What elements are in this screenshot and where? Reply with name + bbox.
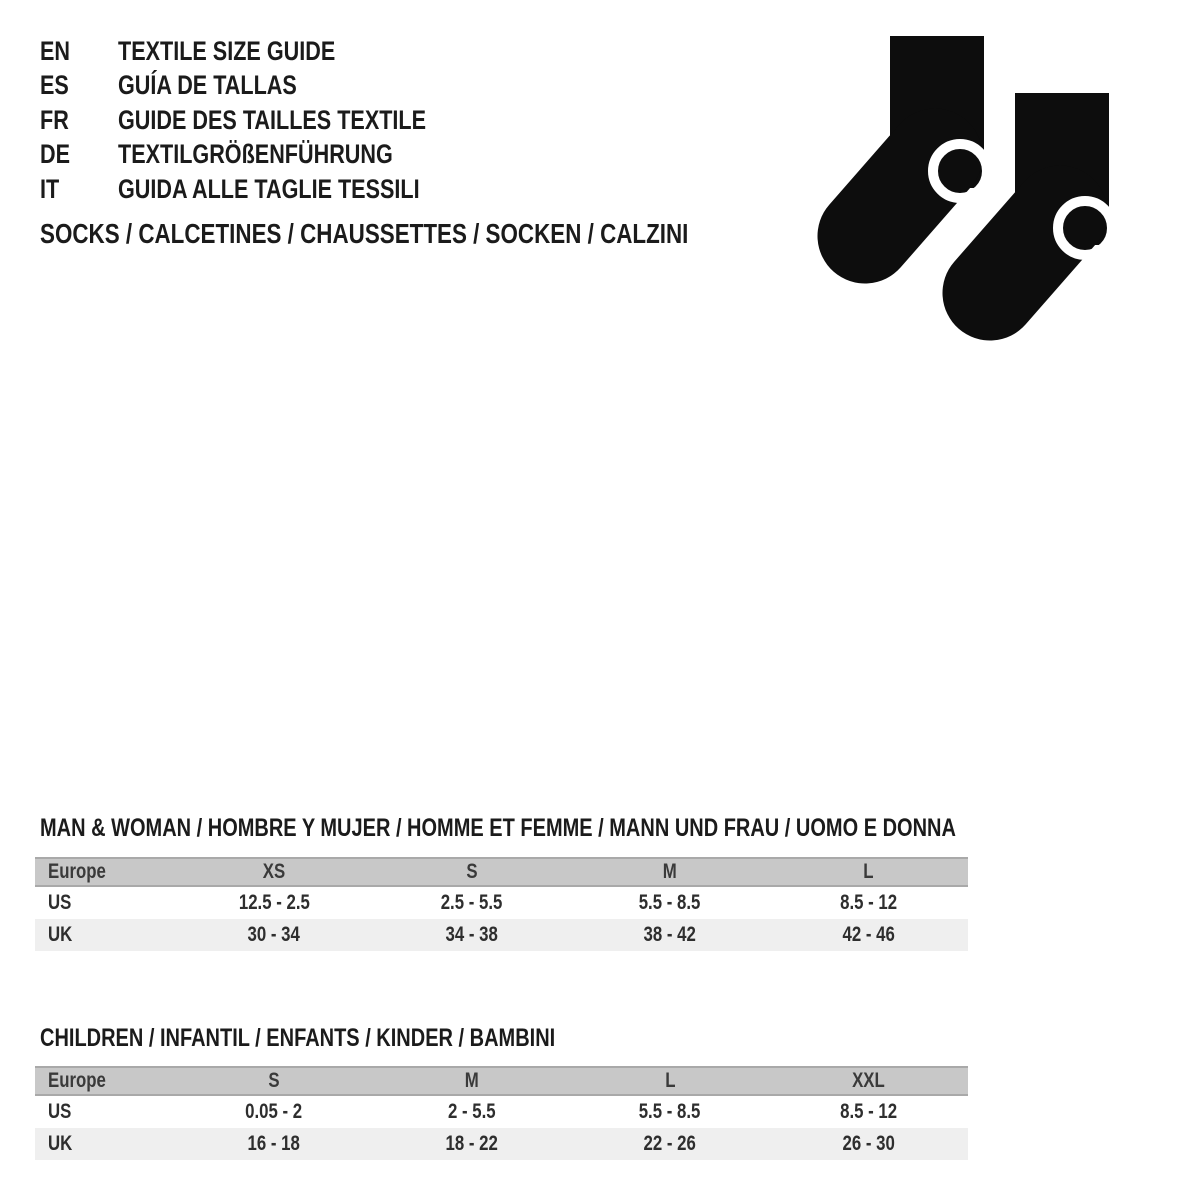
language-label: GUÍA DE TALLAS xyxy=(118,70,297,101)
language-row-de xyxy=(40,138,503,173)
children-size-table xyxy=(35,1066,968,1160)
size-cell: 22 - 26 xyxy=(643,1132,697,1155)
col-header-size: XS xyxy=(262,860,286,883)
size-cell: 8.5 - 12 xyxy=(840,891,897,914)
language-code: DE xyxy=(40,139,71,170)
size-cell: 2 - 5.5 xyxy=(448,1100,496,1123)
size-cell: 18 - 22 xyxy=(445,1132,499,1155)
size-cell: 12.5 - 2.5 xyxy=(238,891,310,914)
col-header-region: Europe xyxy=(48,860,106,883)
language-label: GUIDE DES TAILLES TEXTILE xyxy=(118,104,427,135)
col-header-size: S xyxy=(466,860,478,883)
col-header-size: XXL xyxy=(852,1069,885,1092)
table-header-row xyxy=(35,857,968,887)
col-header-region: Europe xyxy=(48,1069,106,1092)
language-row-es xyxy=(40,69,503,104)
size-cell: 42 - 46 xyxy=(842,923,895,946)
sock-left xyxy=(865,36,987,236)
language-row-it xyxy=(40,172,503,207)
language-label: GUIDA ALLE TAGLIE TESSILI xyxy=(118,173,420,204)
man-woman-section-title: MAN & WOMAN / HOMBRE Y MUJER / HOMME ET FEMME / MANN UND FRAU / UOMO E DONNA xyxy=(40,814,956,842)
size-cell: 5.5 - 8.5 xyxy=(639,891,701,914)
language-code: EN xyxy=(40,35,71,66)
row-label: US xyxy=(48,891,72,914)
size-cell: 0.05 - 2 xyxy=(245,1100,303,1123)
sock-right xyxy=(990,93,1112,293)
product-category-line: SOCKS / CALCETINES / CHAUSSETTES / SOCKEN / CALZINI xyxy=(40,218,689,249)
size-cell: 16 - 18 xyxy=(247,1132,301,1155)
language-row-fr xyxy=(40,103,503,138)
language-label: TEXTILE SIZE GUIDE xyxy=(118,35,336,66)
language-label: TEXTILGRÖßENFÜHRUNG xyxy=(118,139,393,170)
size-cell: 34 - 38 xyxy=(445,923,499,946)
size-cell: 2.5 - 5.5 xyxy=(441,891,503,914)
col-header-size: M xyxy=(465,1069,479,1092)
size-cell: 30 - 34 xyxy=(247,923,301,946)
size-cell: 8.5 - 12 xyxy=(840,1100,897,1123)
language-code: ES xyxy=(40,70,69,101)
row-label: UK xyxy=(48,923,73,946)
col-header-size: S xyxy=(268,1069,280,1092)
row-label: US xyxy=(48,1100,72,1123)
language-code: IT xyxy=(40,173,60,204)
size-cell: 38 - 42 xyxy=(643,923,697,946)
table-row-uk xyxy=(35,1128,968,1160)
language-code: FR xyxy=(40,104,69,135)
socks-icon-svg xyxy=(808,28,1144,358)
table-header-row xyxy=(35,1066,968,1096)
language-title-list xyxy=(40,34,503,207)
table-row-uk xyxy=(35,919,968,951)
row-label: UK xyxy=(48,1132,73,1155)
socks-icon xyxy=(808,28,1144,358)
language-row-en xyxy=(40,34,503,69)
man-woman-size-table xyxy=(35,857,968,951)
size-cell: 26 - 30 xyxy=(842,1132,895,1155)
table-row-us xyxy=(35,887,968,919)
table-row-us xyxy=(35,1096,968,1128)
col-header-size: M xyxy=(663,860,677,883)
col-header-size: L xyxy=(863,860,874,883)
children-section-title: CHILDREN / INFANTIL / ENFANTS / KINDER / BAMBINI xyxy=(40,1024,556,1052)
col-header-size: L xyxy=(664,1069,676,1092)
size-cell: 5.5 - 8.5 xyxy=(639,1100,701,1123)
